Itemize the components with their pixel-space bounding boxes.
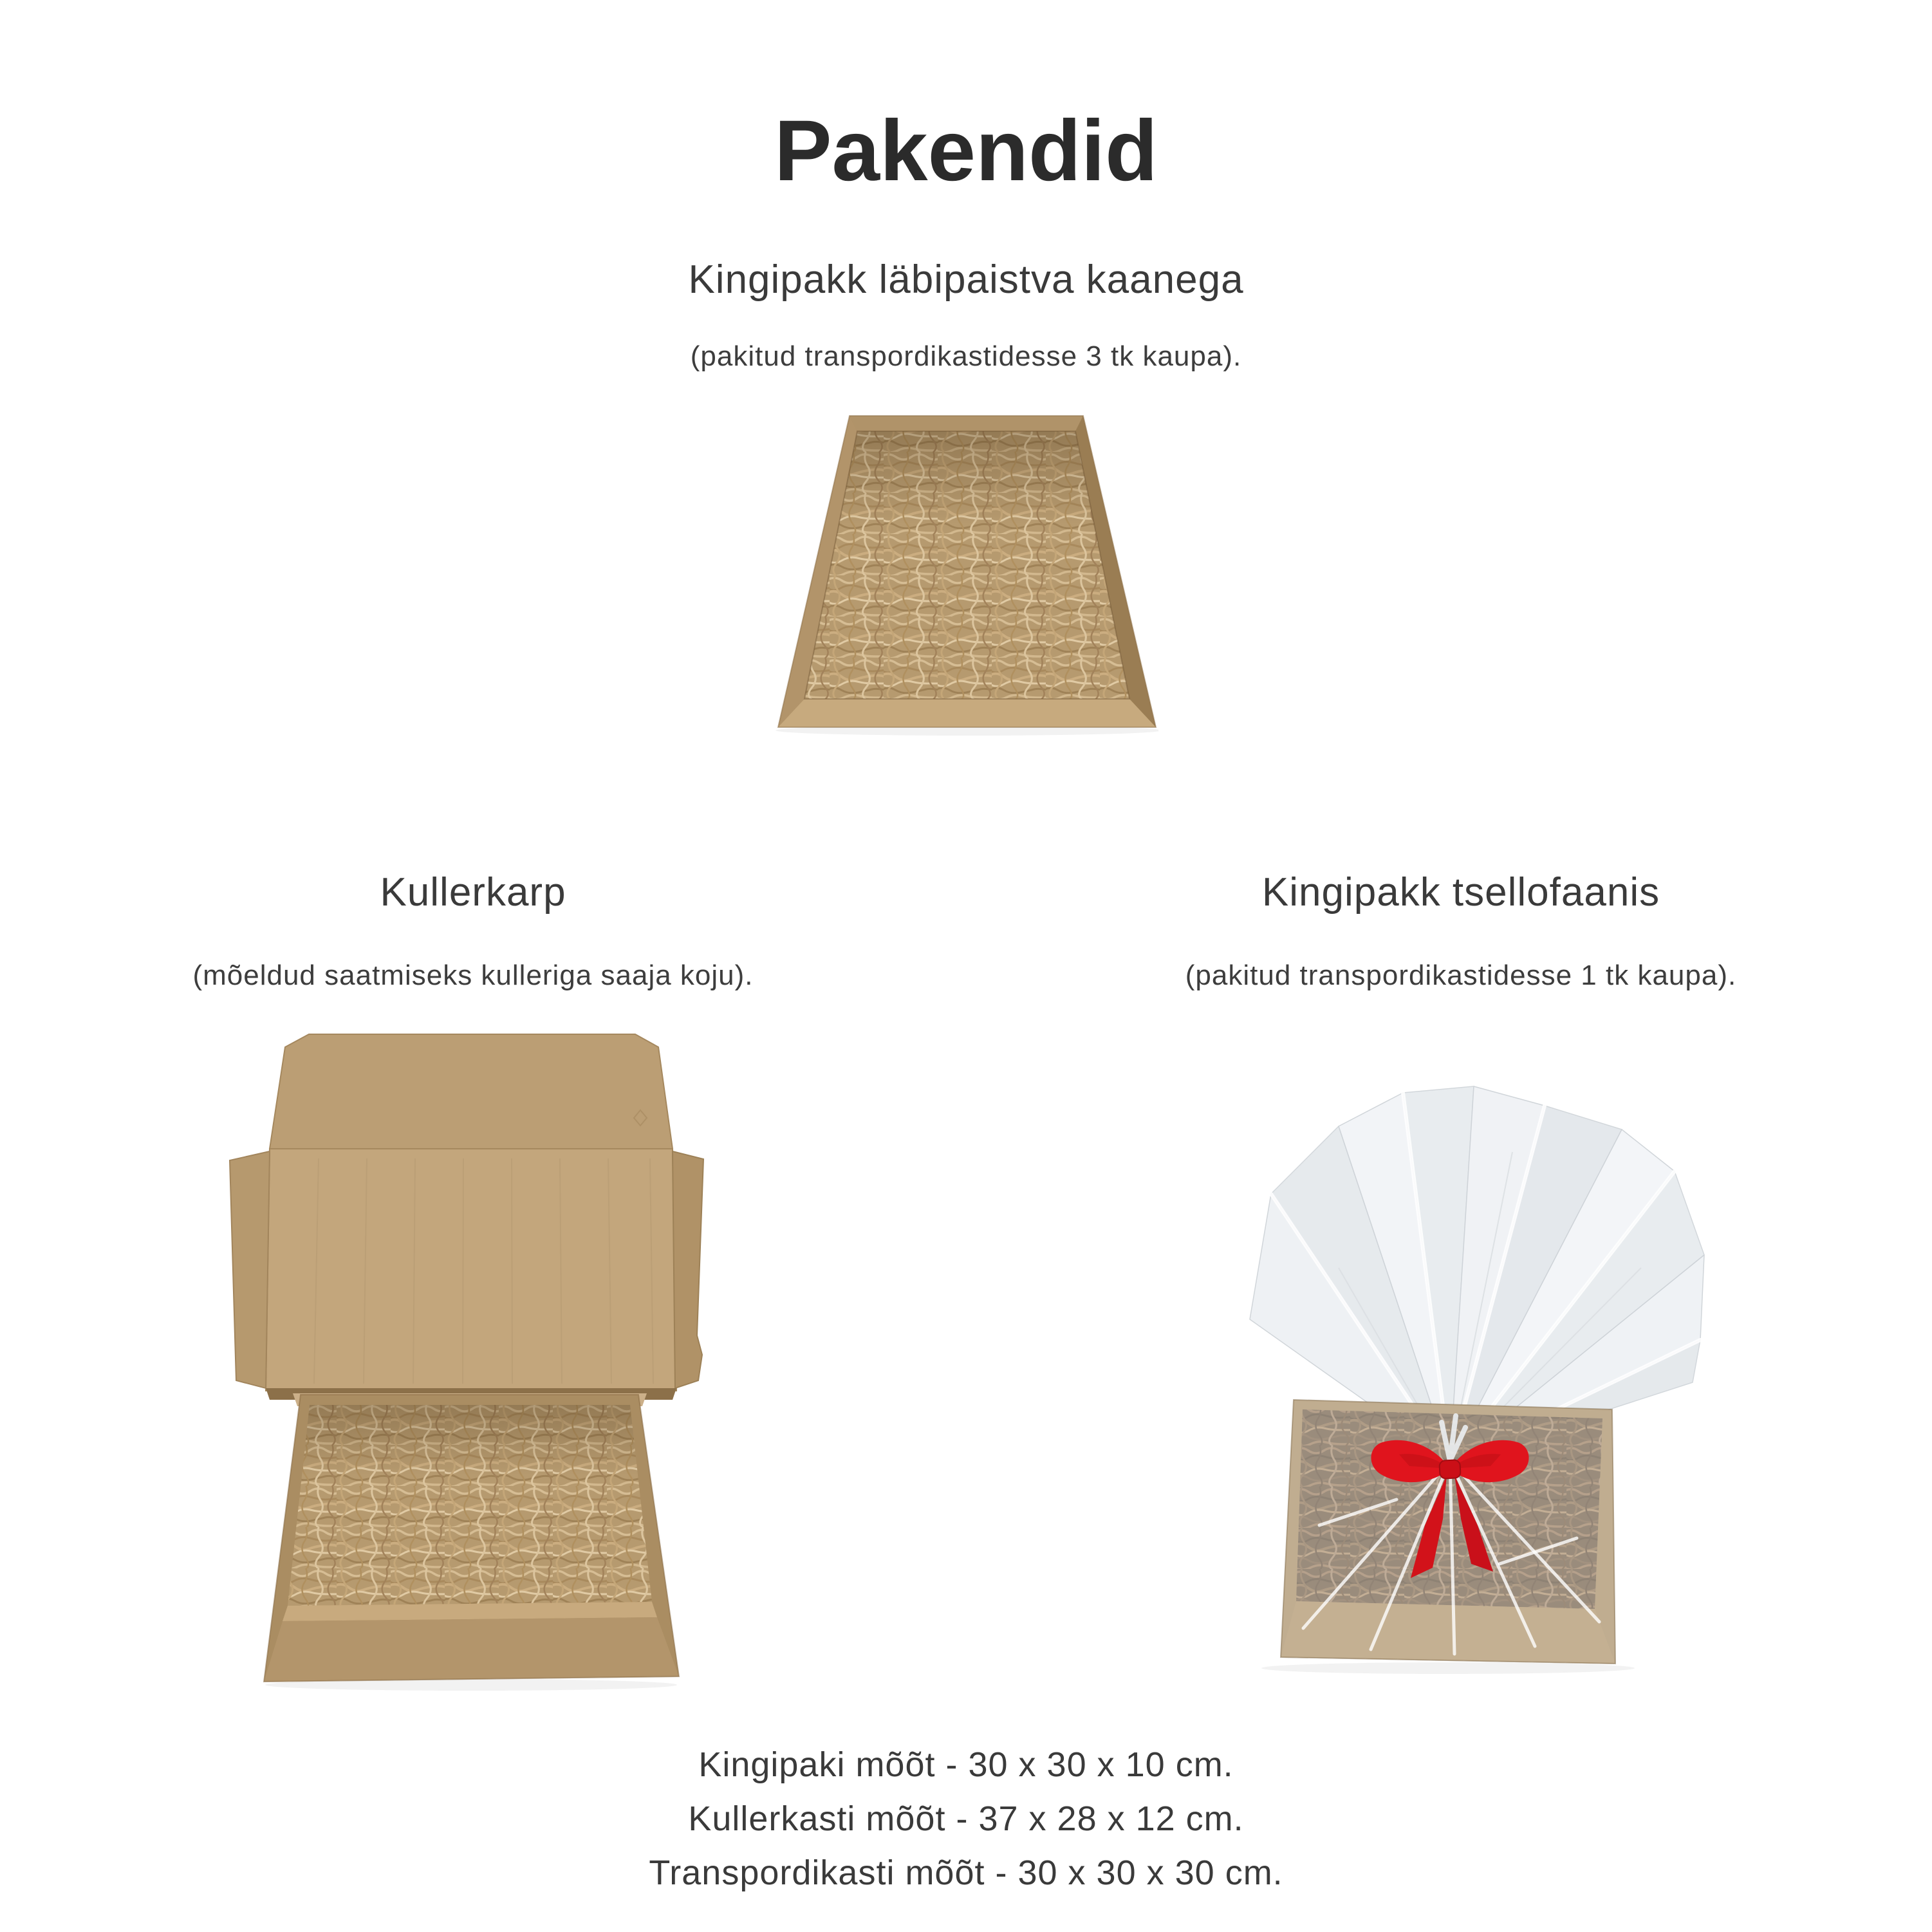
section-note-courier-box: (mõeldud saatmiseks kulleriga saaja koju).: [192, 960, 754, 991]
dimension-line-courier: Kullerkasti mõõt - 37 x 28 x 12 cm.: [688, 1799, 1244, 1838]
gift-box-photo: [776, 411, 1158, 736]
section-heading-cellophane-box: Kingipakk tsellofaanis: [1261, 870, 1660, 915]
section-heading-gift-box: Kingipakk läbipaistva kaanega: [688, 257, 1244, 302]
page-title: Pakendid: [774, 102, 1158, 199]
dimensions-block: [0, 1738, 1932, 1900]
section-note-cellophane-box: (pakitud transpordikastidesse 1 tk kaupa).: [1185, 960, 1737, 991]
section-note-gift-box: (pakitud transpordikastidesse 3 tk kaupa).: [690, 340, 1242, 372]
dimension-line-gift: Kingipaki mõõt - 30 x 30 x 10 cm.: [698, 1745, 1234, 1784]
dimension-line-transport: Transpordikasti mõõt - 30 x 30 x 30 cm.: [649, 1853, 1283, 1892]
section-heading-courier-box: Kullerkarp: [380, 870, 566, 915]
cellophane-box-photo: [1242, 1075, 1718, 1693]
courier-box-photo: [228, 1033, 705, 1693]
